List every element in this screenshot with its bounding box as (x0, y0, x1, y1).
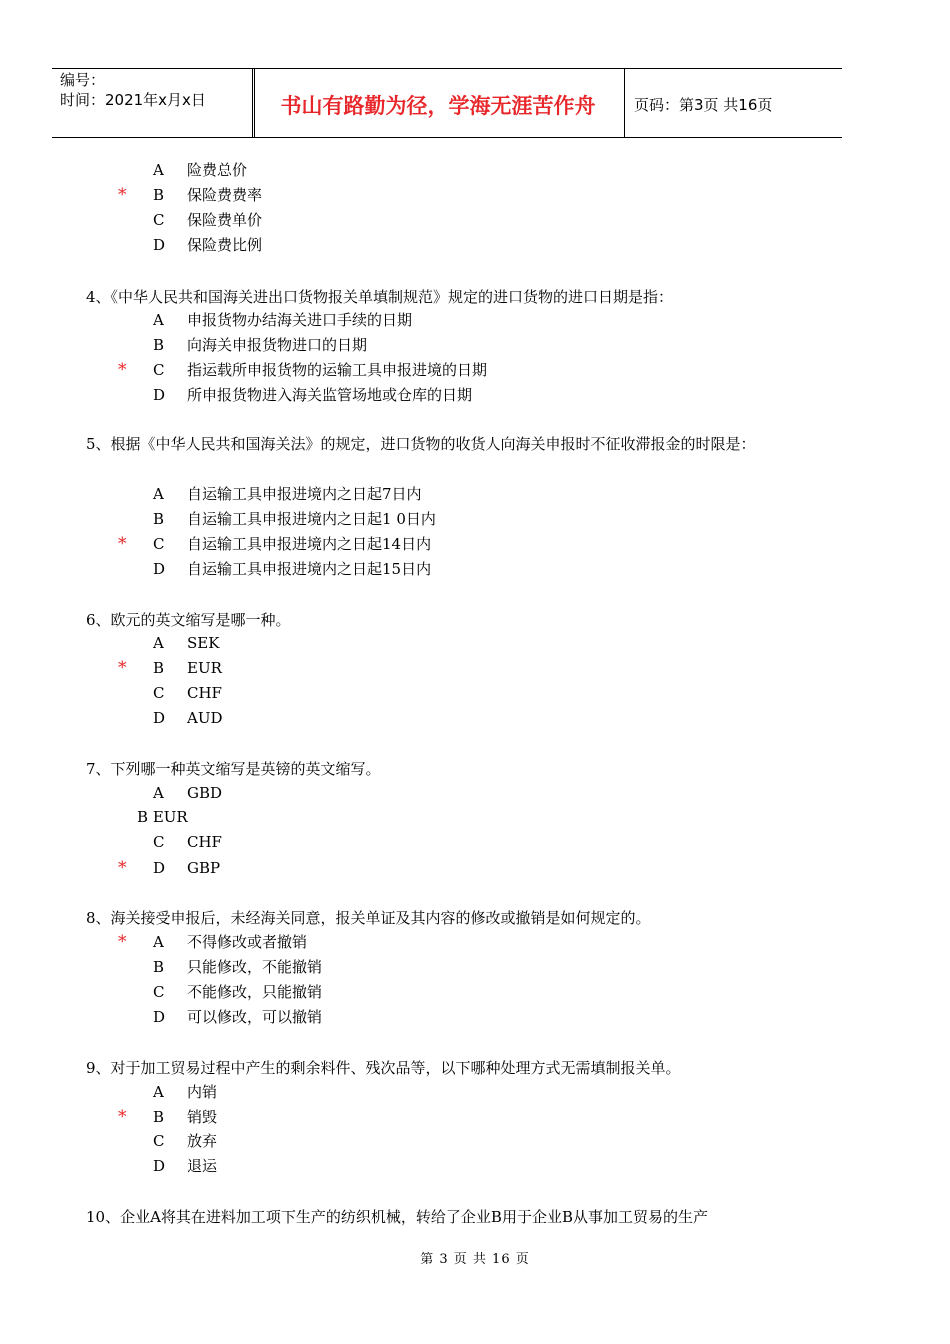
q9-option-b: * B 销毁 (118, 1107, 218, 1127)
header-left-cell (52, 69, 253, 137)
q5-option-b: B 自运输工具申报进境内之日起1 0日内 (153, 510, 436, 528)
correct-answer-star-icon: * (118, 185, 127, 205)
page-footer: 第 3 页 共 16 页 (420, 1252, 530, 1267)
q3-option-c: C 保险费单价 (153, 211, 263, 229)
q7-option-a: A GBD (153, 784, 223, 802)
correct-answer-star-icon: * (118, 858, 127, 878)
q4-option-d: D 所申报货物进入海关监管场地或仓库的日期 (153, 386, 473, 404)
q9-text: 9、对于加工贸易过程中产生的剩余料件、残次品等，以下哪种处理方式无需填制报关单。 (86, 1059, 681, 1077)
correct-answer-star-icon: * (118, 534, 127, 554)
header-page-info: 页码：第3页 共16页 (634, 96, 773, 114)
page-header (52, 68, 842, 138)
q3-option-d: D 保险费比例 (153, 236, 263, 254)
q4-option-a: A 申报货物办结海关进口手续的日期 (153, 311, 413, 329)
q3-option-b: * B 保险费费率 (118, 185, 263, 205)
q5-text: 5、根据《中华人民共和国海关法》的规定，进口货物的收货人向海关申报时不征收滞报金的时限是： (86, 435, 756, 453)
q5-option-d: D 自运输工具申报进境内之日起15日内 (153, 560, 432, 578)
q6-option-d: D AUD (153, 709, 223, 727)
q7-option-d: * D GBP (118, 858, 221, 878)
header-motto: 书山有路勤为径，学海无涯苦作舟 (280, 94, 596, 118)
document-number-label: 编号： (60, 71, 106, 89)
q6-option-c: C CHF (153, 684, 222, 702)
q4-option-b: B 向海关申报货物进口的日期 (153, 336, 368, 354)
q8-text: 8、海关接受申报后，未经海关同意，报关单证及其内容的修改或撤销是如何规定的。 (86, 909, 651, 927)
q7-option-c: C CHF (153, 833, 222, 851)
correct-answer-star-icon: * (118, 658, 127, 678)
header-page-cell (624, 69, 842, 137)
correct-answer-star-icon: * (118, 360, 127, 380)
q6-text: 6、欧元的英文缩写是哪一种。 (86, 611, 291, 629)
correct-answer-star-icon: * (118, 932, 127, 952)
q9-option-d: D 退运 (153, 1157, 218, 1175)
correct-answer-star-icon: * (118, 1107, 127, 1127)
q6-option-b: * B EUR (118, 658, 222, 678)
q8-option-a: * A 不得修改或者撤销 (118, 932, 308, 952)
q4-option-c: * C 指运载所申报货物的运输工具申报进境的日期 (118, 360, 488, 380)
q8-option-d: D 可以修改，可以撤销 (153, 1008, 323, 1026)
q10-text: 10、企业A将其在进料加工项下生产的纺织机械，转给了企业B用于企业B从事加工贸易的生产 (86, 1208, 708, 1226)
q9-option-a: A 内销 (153, 1083, 218, 1101)
header-motto-cell (252, 69, 625, 137)
q5-option-a: A 自运输工具申报进境内之日起7日内 (153, 485, 422, 503)
q3-option-a: A 险费总价 (153, 161, 248, 179)
q7-option-b: B EUR (137, 808, 188, 826)
q4-text: 4、《中华人民共和国海关进出口货物报关单填制规范》规定的进口货物的进口日期是指： (86, 288, 674, 306)
q5-option-c: * C 自运输工具申报进境内之日起14日内 (118, 534, 432, 554)
q6-option-a: A SEK (153, 634, 220, 652)
document-date-label: 时间：2021年x月x日 (60, 91, 206, 109)
q9-option-c: C 放弃 (153, 1132, 218, 1150)
q8-option-b: B 只能修改，不能撤销 (153, 958, 323, 976)
q7-text: 7、下列哪一种英文缩写是英镑的英文缩写。 (86, 760, 381, 778)
q8-option-c: C 不能修改，只能撤销 (153, 983, 323, 1001)
